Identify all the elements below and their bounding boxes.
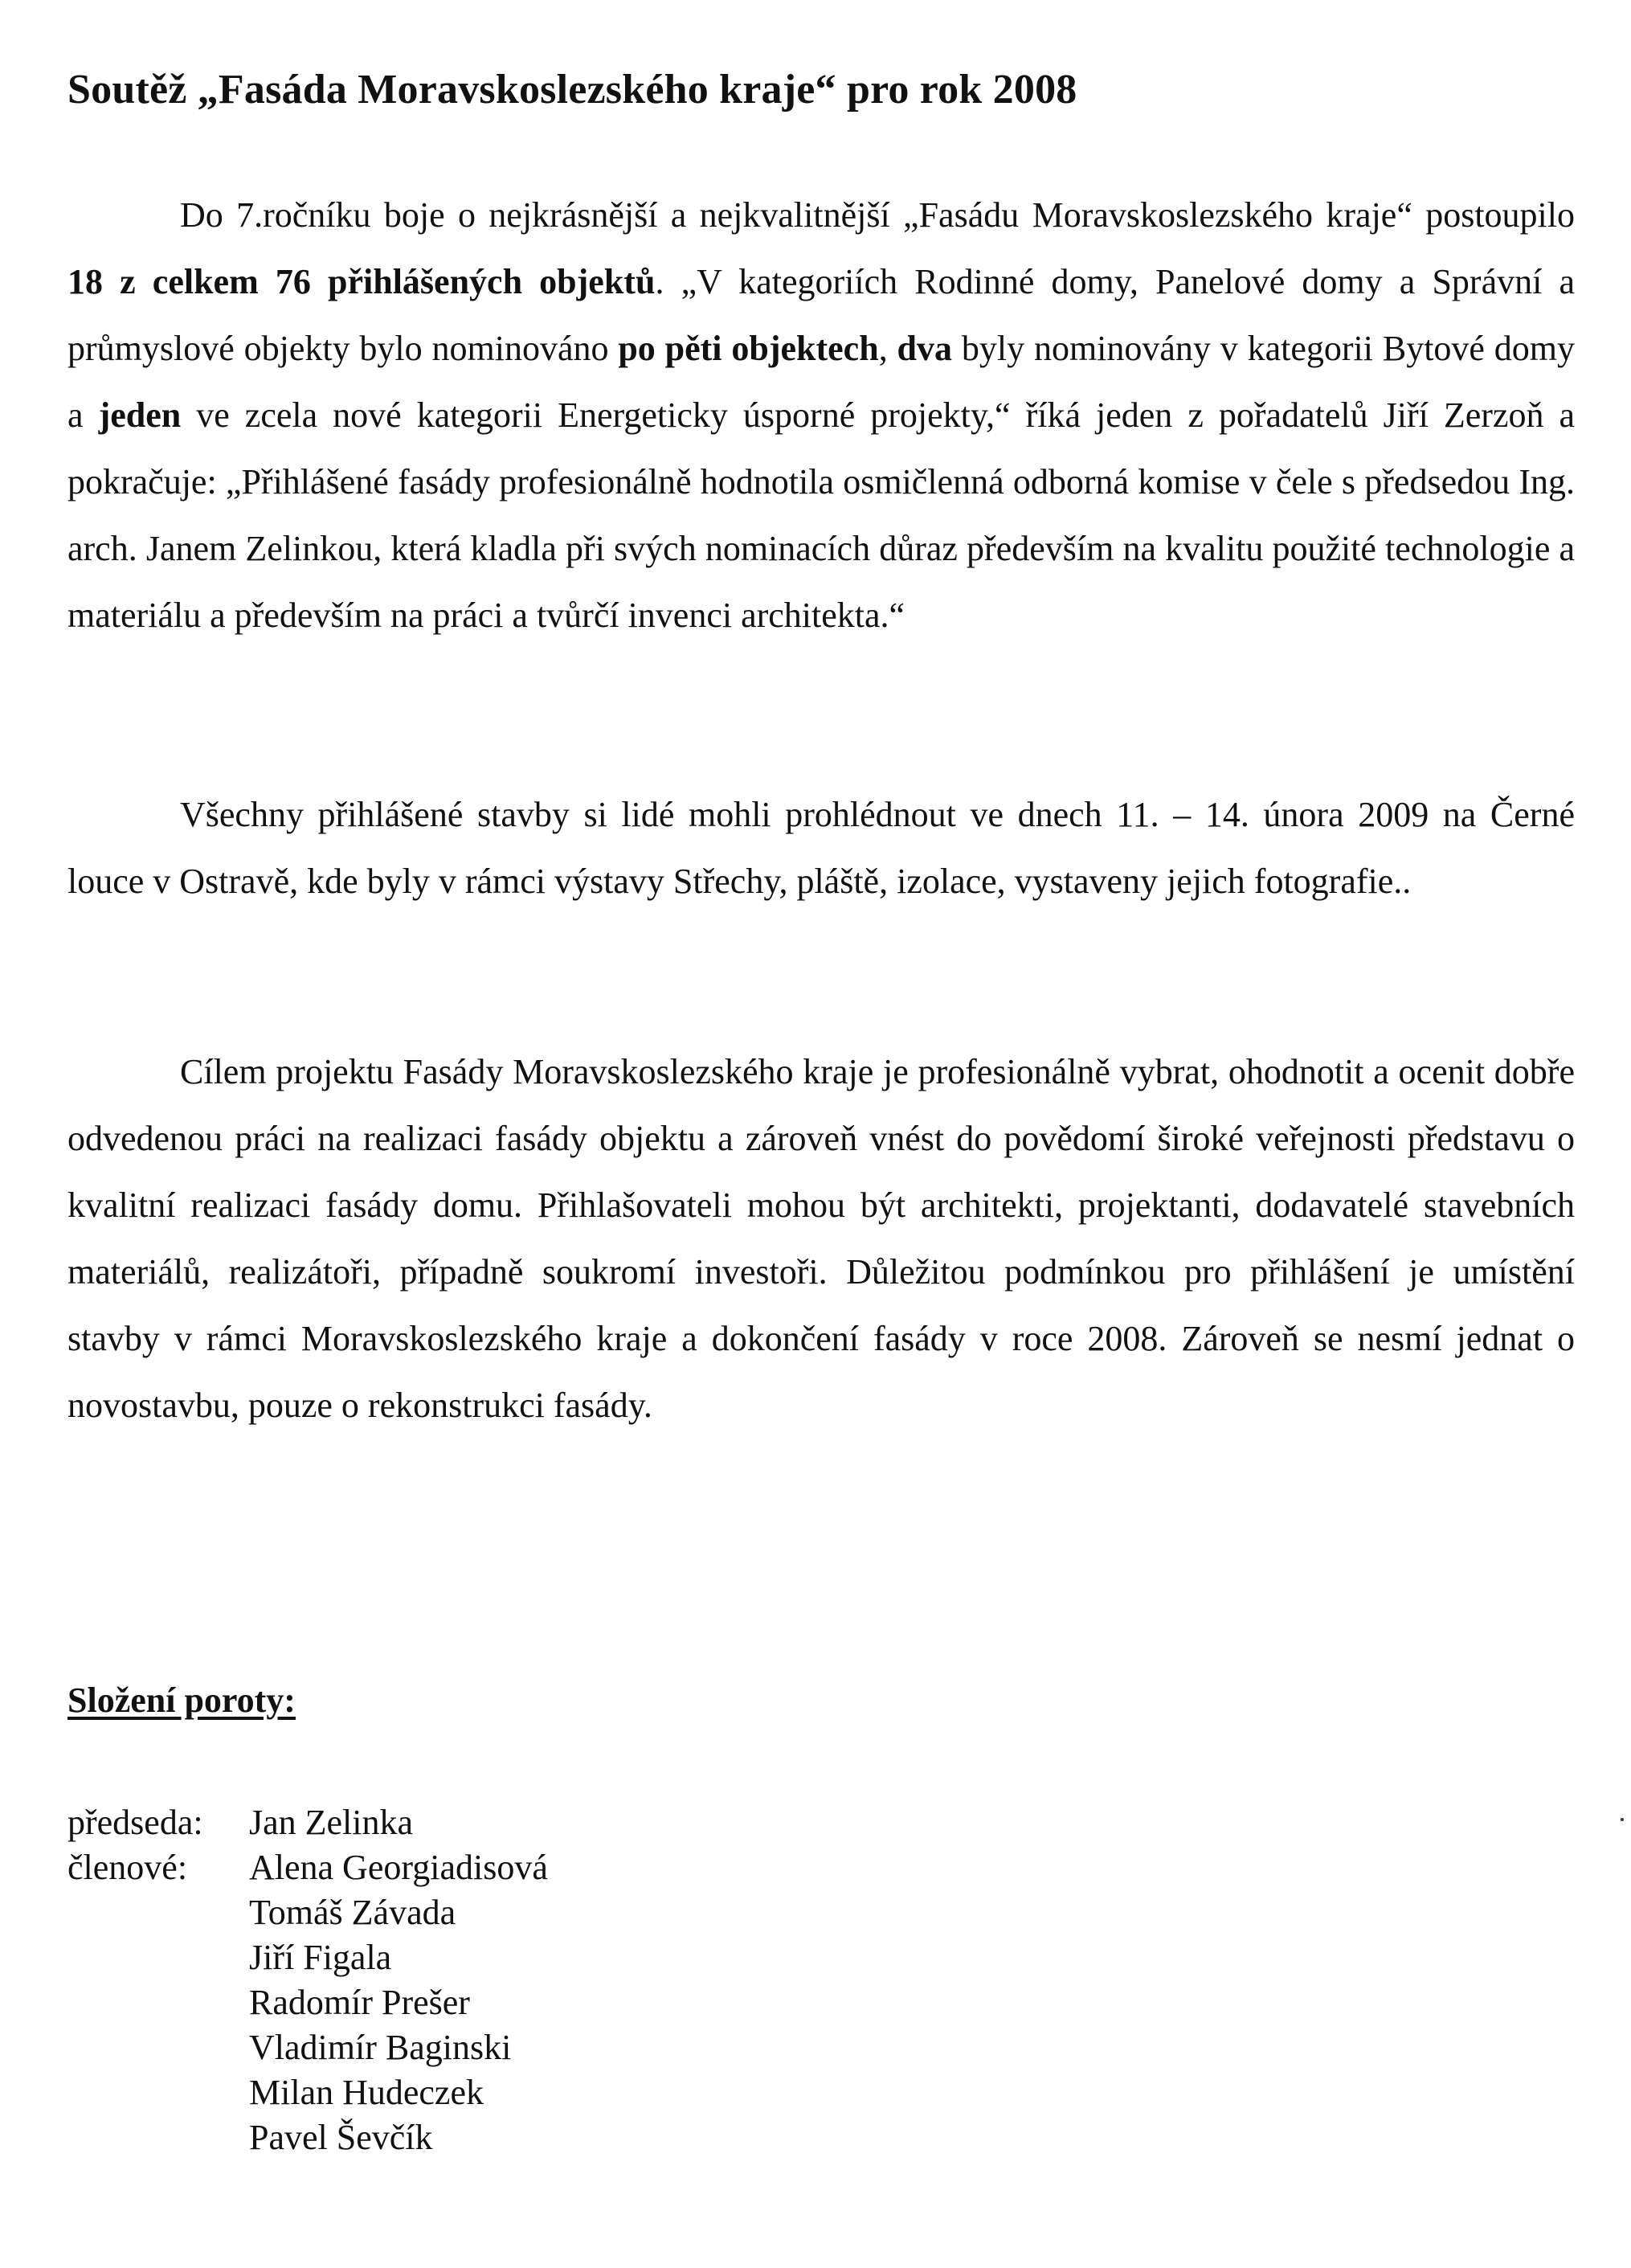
chair-label: předseda: — [67, 1803, 203, 1842]
intro-text: , — [878, 329, 897, 368]
exhibition-text: Všechny přihlášené stavby si lidé mohli prohlédnout ve dnech 11. – 14. února 2009 na Černé louce v Ostravě, kde byly v rámci výstavy Střechy, pláště, izolace, vystaveny jejich fotografie.. — [67, 795, 1575, 901]
intro-text: ve zcela nové kategorii Energeticky úsporné projekty,“ říká jeden z pořadatelů Jiří Zerzoň a pokračuje: „Přihlášené fasády profesionálně hodnotila osmičlenná odborná komise v čele s předsedou Ing. arch. Janem Zelinkou, která kladla při svých nominacích důraz především na kvalitu použité technologie a materiálu a především na práci a tvůrčí invenci architekta.“ — [67, 395, 1575, 635]
nomination-count-emphasis: po pěti objektech — [618, 329, 879, 368]
intro-text: . „V kategoriích Rodinné domy, Panelové domy a Správní a průmyslové objekty bylo nominováno — [67, 262, 1575, 368]
jury-member-name: Pavel Ševčík — [249, 2118, 433, 2157]
nomination-count-emphasis: dva — [897, 329, 953, 368]
jury-member-name: Tomáš Závada — [249, 1893, 456, 1932]
jury-heading: Složení poroty: — [67, 1681, 296, 1720]
jury-member-name: Radomír Prešer — [249, 1983, 470, 2022]
intro-text: Do 7.ročníku boje o nejkrásnější a nejkvalitnější „Fasádu Moravskoslezského kraje“ postoupilo — [180, 195, 1575, 235]
jury-member-name: Jan Zelinka — [249, 1803, 414, 1842]
document-title: Soutěž „Fasáda Moravskoslezského kraje“ pro rok 2008 — [67, 67, 1077, 113]
entries-count-emphasis: 18 z celkem 76 přihlášených objektů — [67, 262, 656, 301]
jury-member-name: Alena Georgiadisová — [249, 1848, 548, 1887]
paragraph-competition-intro — [67, 182, 1575, 649]
intro-text: byly nominovány v kategorii Bytové domy a — [67, 329, 1576, 435]
paragraph-exhibition — [67, 781, 1575, 915]
jury-member-name: Vladimír Baginski — [249, 2028, 512, 2067]
paragraph-project-goal — [67, 1038, 1575, 1439]
scan-speck — [1621, 1818, 1624, 1821]
jury-member-name: Jiří Figala — [249, 1938, 392, 1977]
jury-member-name: Milan Hudeczek — [249, 2073, 484, 2112]
members-label: členové: — [67, 1848, 188, 1887]
project-goal-text: Cílem projektu Fasády Moravskoslezského kraje je profesionálně vybrat, ohodnotit a ocenit dobře odvedenou práci na realizaci fasády objektu a zároveň vnést do povědomí široké veřejnosti představu o kvalitní realizaci fasády domu. Přihlašovateli mohou být architekti, projektanti, dodavatelé stavebních materiálů, realizátoři, případně soukromí investoři. Důležitou podmínkou pro přihlášení je umístění stavby v rámci Moravskoslezského kraje a dokončení fasády v roce 2008. Zároveň se nesmí jednat o novostavbu, pouze o rekonstrukci fasády. — [67, 1052, 1575, 1425]
nomination-count-emphasis: jeden — [98, 395, 182, 435]
